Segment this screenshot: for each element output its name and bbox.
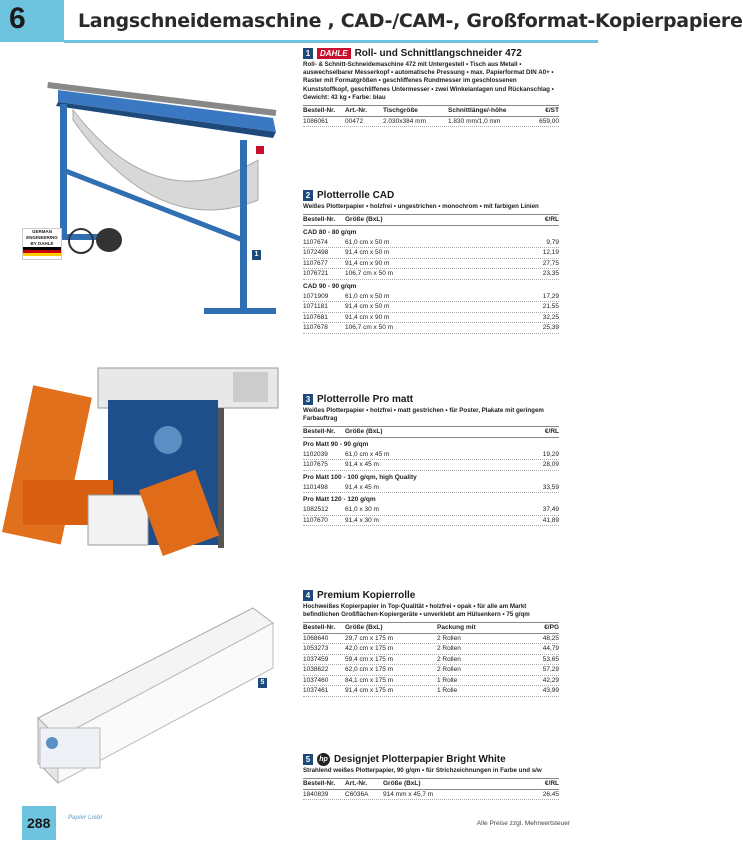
german-engineering-badge: GERMAN ENGINEERING BY DAHLE	[22, 228, 62, 260]
price-note: Alle Preise zzgl. Mehrwertsteuer	[476, 820, 570, 827]
table-row: 1071909 61,0 cm x 50 m 17,29	[303, 292, 559, 303]
product-section-3	[303, 392, 559, 526]
gs-mark-icon	[96, 228, 122, 252]
group-label: Pro Matt 90 - 90 g/qm	[303, 440, 369, 448]
callout-5: 5	[258, 678, 267, 688]
product-title: Roll- und Schnittlangschneider 472	[354, 47, 522, 59]
product-description: Hochweißes Kopierpapier in Top-Qualität • holzfrei • opak • für alle am Markt befindlichen Großflächen-Kopiergeräte • unverklebt am Hülsenkern • 75 g/qm	[303, 603, 530, 619]
table-header: Bestell-Nr. Größe (BxL) €/RL	[303, 214, 559, 226]
dahle-logo: DAHLE	[317, 48, 351, 59]
group-label: CAD 80 - 80 g/qm	[303, 228, 357, 236]
roll-cutter-image	[18, 60, 280, 330]
section-title	[303, 392, 559, 406]
table-row: 1086061 00472 2.030x384 mm 1.830 mm/1,0 mm 659,00	[303, 117, 559, 128]
table-row: 1107678 106,7 cm x 50 m 25,39	[303, 323, 559, 334]
product-section-4	[303, 588, 559, 697]
table-header: Bestell-Nr. Art.-Nr. Größe (BxL) €/RL	[303, 778, 559, 790]
table-row: 1037459 59,4 cm x 175 m 2 Rollen 53,65	[303, 655, 559, 666]
table-row: 1107677 91,4 cm x 90 m 27,75	[303, 259, 559, 270]
product-section-2	[303, 188, 559, 334]
section-number: 5	[303, 754, 313, 765]
product-title: Premium Kopierrolle	[317, 589, 416, 601]
table-header: Bestell-Nr. Größe (BxL) Packung mit €/PG	[303, 622, 559, 634]
table-row: 1082512 61,0 x 30 m 37,49	[303, 505, 559, 516]
group-label: Pro Matt 100 - 100 g/qm, high Quality	[303, 473, 417, 481]
product-title: Plotterrolle CAD	[317, 189, 395, 201]
product-description: Weißes Plotterpapier • holzfrei • matt gestrichen • für Poster, Plakate mit geringem Farbauftrag	[303, 407, 544, 423]
table-row: 1038622 62,0 cm x 175 m 2 Rollen 57,29	[303, 665, 559, 676]
section-title	[303, 588, 559, 602]
chapter-number: 6	[9, 2, 26, 35]
product-title: Designjet Plotterpapier Bright White	[334, 753, 506, 765]
page-number-tab	[22, 806, 56, 840]
table-row: 1072498 91,4 cm x 50 m 12,19	[303, 248, 559, 259]
section-number: 1	[303, 48, 313, 59]
section-title	[303, 46, 559, 60]
table-row: 1037460 84,1 cm x 175 m 1 Rolle 42,29	[303, 676, 559, 687]
section-number: 3	[303, 394, 313, 405]
section-title	[303, 752, 559, 766]
table-row: 1107681 91,4 cm x 90 m 32,25	[303, 313, 559, 324]
product-section-1	[303, 46, 559, 127]
table-row: 1053273 42,0 cm x 175 m 2 Rollen 44,79	[303, 644, 559, 655]
product-description: Strahlend weißes Plotterpapier, 90 g/qm • für Strichzeichnungen in Farbe und s/w	[303, 767, 542, 774]
section-title	[303, 188, 559, 202]
table-header: Bestell-Nr. Art.-Nr. Tischgröße Schnittlänge/-höhe €/ST	[303, 105, 559, 117]
section-number: 2	[303, 190, 313, 201]
table-row: 1107670 91,4 x 30 m 41,89	[303, 516, 559, 527]
table-row: 1840839 C6036A 914 mm x 45,7 m 26,45	[303, 790, 559, 801]
footer-logo: Papier Liebl	[68, 815, 103, 821]
table-row: 1101498 91,4 x 45 m 33,59	[303, 483, 559, 494]
hp-roll-image	[28, 588, 128, 788]
product-section-5	[303, 752, 559, 800]
callout-1: 1	[252, 250, 261, 260]
table-row: 1076721 106,7 cm x 50 m 23,35	[303, 269, 559, 280]
table-header: Bestell-Nr. Größe (BxL) €/RL	[303, 426, 559, 438]
product-description: Roll- & Schnitt-Schneidemaschine 472 mit Untergestell • Tisch aus Metall • auswechselbarer Messerkopf • automatische Pressung • max. Papierformat DIN A0+ • Raster mit Formatgrößen • geschliffenes Rundmesser im geschlossenen Kunststoffkopf, geschliffenes Untermesser • zwei Winkelanlagen und Rückanschlag • Gewicht: 43 kg • Farbe: blau	[303, 61, 554, 101]
group-label: CAD 90 - 90 g/qm	[303, 282, 357, 290]
table-row: 1107674 61,0 cm x 50 m 9,79	[303, 238, 559, 249]
group-label: Pro Matt 120 - 120 g/qm	[303, 496, 376, 504]
chapter-tab	[0, 0, 64, 42]
table-row: 1107675 91,4 x 45 m 28,09	[303, 460, 559, 471]
table-row: 1102039 61,0 cm x 45 m 19,29	[303, 450, 559, 461]
product-title: Plotterrolle Pro matt	[317, 393, 414, 405]
section-number: 4	[303, 590, 313, 601]
table-row: 1071181 91,4 cm x 50 m 21,55	[303, 302, 559, 313]
product-description: Weißes Plotterpapier • holzfrei • ungestrichen • monochrom • mit farbigen Linien	[303, 203, 539, 210]
page-number: 288	[27, 815, 51, 831]
table-row: 1037461 91,4 cm x 175 m 1 Rolle 43,99	[303, 686, 559, 697]
plotter-image	[18, 360, 283, 575]
table-row: 1068640 29,7 cm x 175 m 2 Rollen 48,25	[303, 634, 559, 645]
page-title: Langschneidemaschine , CAD-/CAM-, Großformat-Kopierpapiere	[78, 10, 743, 32]
hp-logo: hp	[317, 753, 330, 766]
header-divider	[64, 40, 598, 43]
cert-seal-icon	[68, 228, 94, 254]
